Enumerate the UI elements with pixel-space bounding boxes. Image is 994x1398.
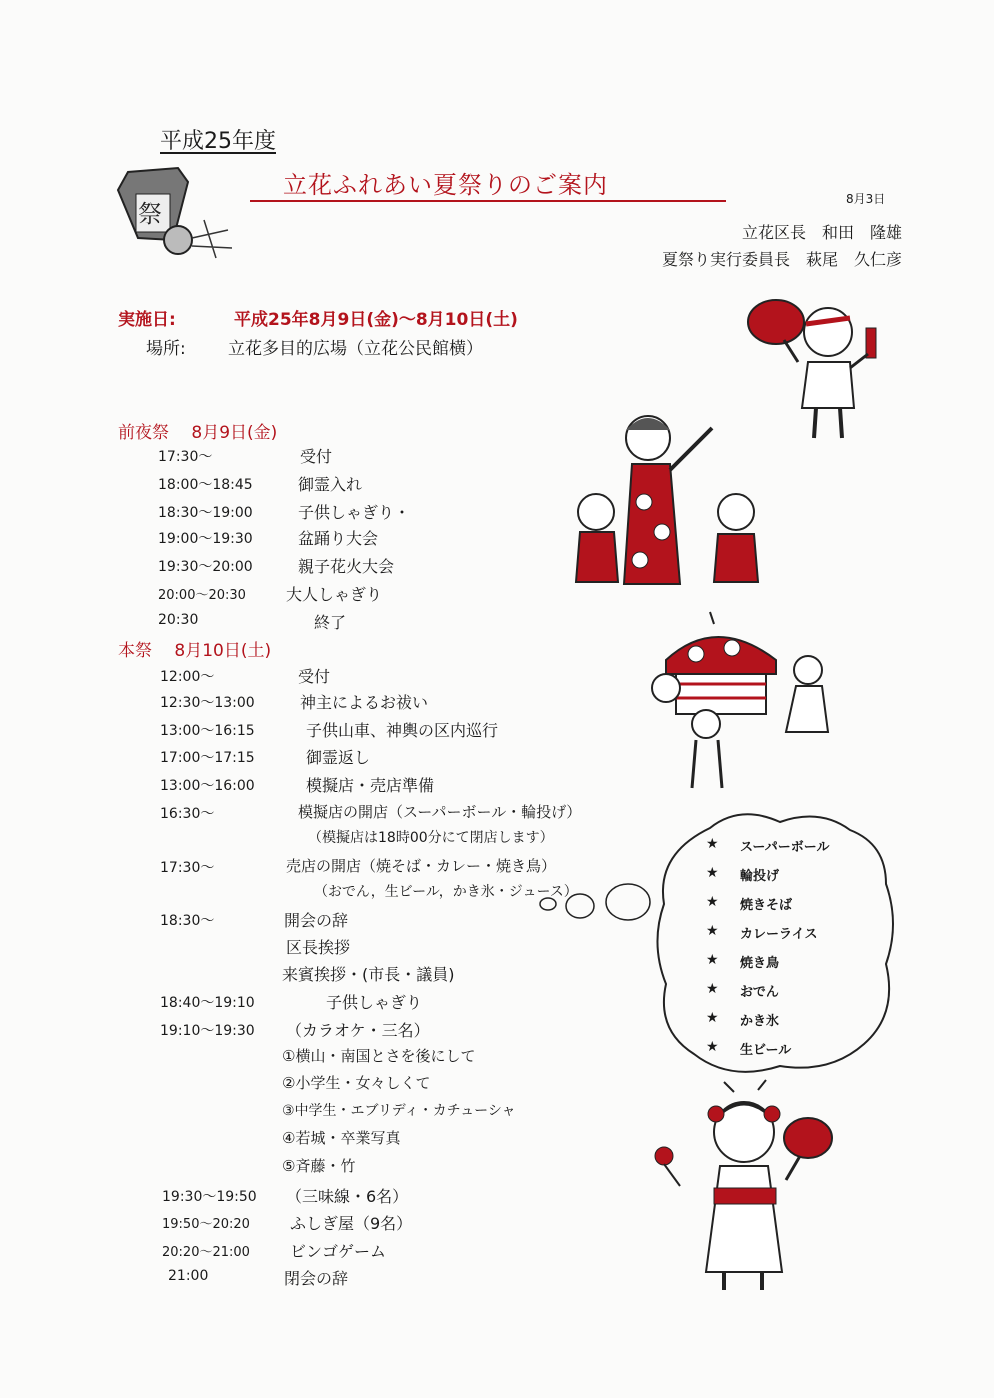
main-event: 閉会の辞 <box>284 1269 349 1288</box>
main-event: 御霊返し <box>306 748 371 767</box>
eve-time: 18:00～18:45 <box>158 477 253 493</box>
star-icon: ★ <box>706 865 719 881</box>
menu-item: カレーライス <box>740 927 818 942</box>
main-event: 区長挨拶 <box>286 938 351 957</box>
main-event: （カラオケ・三名） <box>286 1021 430 1040</box>
main-time: 19:50～20:20 <box>162 1217 250 1232</box>
eve-festival-title: 前夜祭 8月9日(金) <box>118 423 278 443</box>
issue-date: 8月3日 <box>846 192 886 206</box>
eve-event: 大人しゃぎり <box>286 585 383 604</box>
eve-time: 17:30～ <box>158 449 213 465</box>
karaoke-entry: ③中学生・エブリディ・カチューシャ <box>282 1103 516 1119</box>
main-time: 19:10～19:30 <box>160 1023 255 1039</box>
signer-district-head: 立花区長 和田 隆雄 <box>741 223 902 242</box>
event-date-label: 実施日: <box>118 310 176 330</box>
eve-time: 19:00～19:30 <box>158 531 253 547</box>
main-event: ふしぎ屋（9名） <box>290 1214 413 1233</box>
girl-yukata-illustration <box>654 1068 844 1298</box>
menu-item: 焼きそば <box>740 898 793 913</box>
main-time: 12:00～ <box>160 669 215 685</box>
main-time: 16:30～ <box>160 806 215 822</box>
year-title: 平成25年度 <box>160 129 276 154</box>
star-icon: ★ <box>706 1010 719 1026</box>
main-time: 17:00～17:15 <box>160 750 255 766</box>
main-time: 12:30～13:00 <box>160 695 255 711</box>
star-icon: ★ <box>706 894 719 910</box>
mikoshi-illustration <box>636 604 856 794</box>
eve-time: 19:30～20:00 <box>158 559 253 575</box>
star-icon: ★ <box>706 836 719 852</box>
main-event: （三味線・6名） <box>286 1187 409 1206</box>
eve-event: 子供しゃぎり・ <box>298 503 411 522</box>
thought-bubbles <box>534 876 664 926</box>
eve-event: 受付 <box>300 447 333 466</box>
karaoke-entry: ①横山・南国とさを後にして <box>282 1047 476 1065</box>
star-icon: ★ <box>706 952 719 968</box>
karaoke-entry: ④若城・卒業写真 <box>282 1129 401 1147</box>
eve-event: 親子花火大会 <box>298 557 395 576</box>
main-time: 13:00～16:15 <box>160 723 255 739</box>
family-yukata-illustration <box>562 412 782 602</box>
main-event: 模擬店・売店準備 <box>306 776 435 795</box>
main-time: 21:00 <box>168 1268 209 1284</box>
menu-item: おでん <box>740 985 779 1000</box>
karaoke-entry: ⑤斉藤・竹 <box>282 1157 356 1175</box>
stamp-glyph: 祭 <box>138 200 162 228</box>
main-time: 18:40～19:10 <box>160 995 255 1011</box>
menu-item: 焼き鳥 <box>740 956 780 971</box>
main-event-note: （おでん，生ビール，かき氷・ジュース） <box>314 884 578 900</box>
main-time: 13:00～16:00 <box>160 778 255 794</box>
main-event: 神主によるお祓い <box>300 693 429 712</box>
karaoke-entry: ②小学生・女々しくて <box>282 1074 431 1092</box>
star-icon: ★ <box>706 981 719 997</box>
main-event: 模擬店の開店（スーパーボール・輪投げ） <box>298 803 582 821</box>
menu-item: スーパーボール <box>740 840 830 855</box>
main-event: ビンゴゲーム <box>290 1242 387 1261</box>
page-title: 立花ふれあい夏祭りのご案内 <box>283 171 608 199</box>
eve-time: 20:00～20:30 <box>158 588 246 603</box>
event-date-value: 平成25年8月9日(金)～8月10日(土) <box>234 310 518 330</box>
signer-committee-chair: 夏祭り実行委員長 萩尾 久仁彦 <box>661 250 902 269</box>
main-event: 子供山車、神輿の区内巡行 <box>306 721 499 740</box>
main-time: 17:30～ <box>160 860 215 876</box>
eve-time: 20:30 <box>158 612 199 628</box>
main-festival-title: 本祭 8月10日(土) <box>118 641 272 661</box>
eve-event: 盆踊り大会 <box>298 529 379 548</box>
eve-event: 御霊入れ <box>298 475 363 494</box>
eve-time: 18:30～19:00 <box>158 505 253 521</box>
menu-item: 輪投げ <box>740 869 780 884</box>
main-time: 18:30～ <box>160 913 215 929</box>
main-event: 来賓挨拶・(市長・議員) <box>282 965 455 984</box>
main-event: 受付 <box>298 667 331 686</box>
main-event: 開会の辞 <box>284 911 349 930</box>
venue-label: 場所: <box>146 339 186 359</box>
main-time: 19:30～19:50 <box>162 1189 257 1205</box>
eve-event: 終了 <box>314 613 347 632</box>
main-event-note: （模擬店は18時00分にて閉店します） <box>308 830 554 846</box>
main-time: 20:20～21:00 <box>162 1245 250 1260</box>
menu-item: かき氷 <box>740 1014 780 1029</box>
title-underline <box>250 200 726 202</box>
star-icon: ★ <box>706 923 719 939</box>
main-event: 売店の開店（焼そば・カレー・焼き鳥） <box>286 857 557 875</box>
main-event: 子供しゃぎり <box>326 993 423 1012</box>
festival-stamp-illustration <box>108 160 248 270</box>
menu-item: 生ビール <box>740 1043 792 1058</box>
venue-value: 立花多目的広場（立花公民館横） <box>228 339 483 359</box>
star-icon: ★ <box>706 1039 719 1055</box>
